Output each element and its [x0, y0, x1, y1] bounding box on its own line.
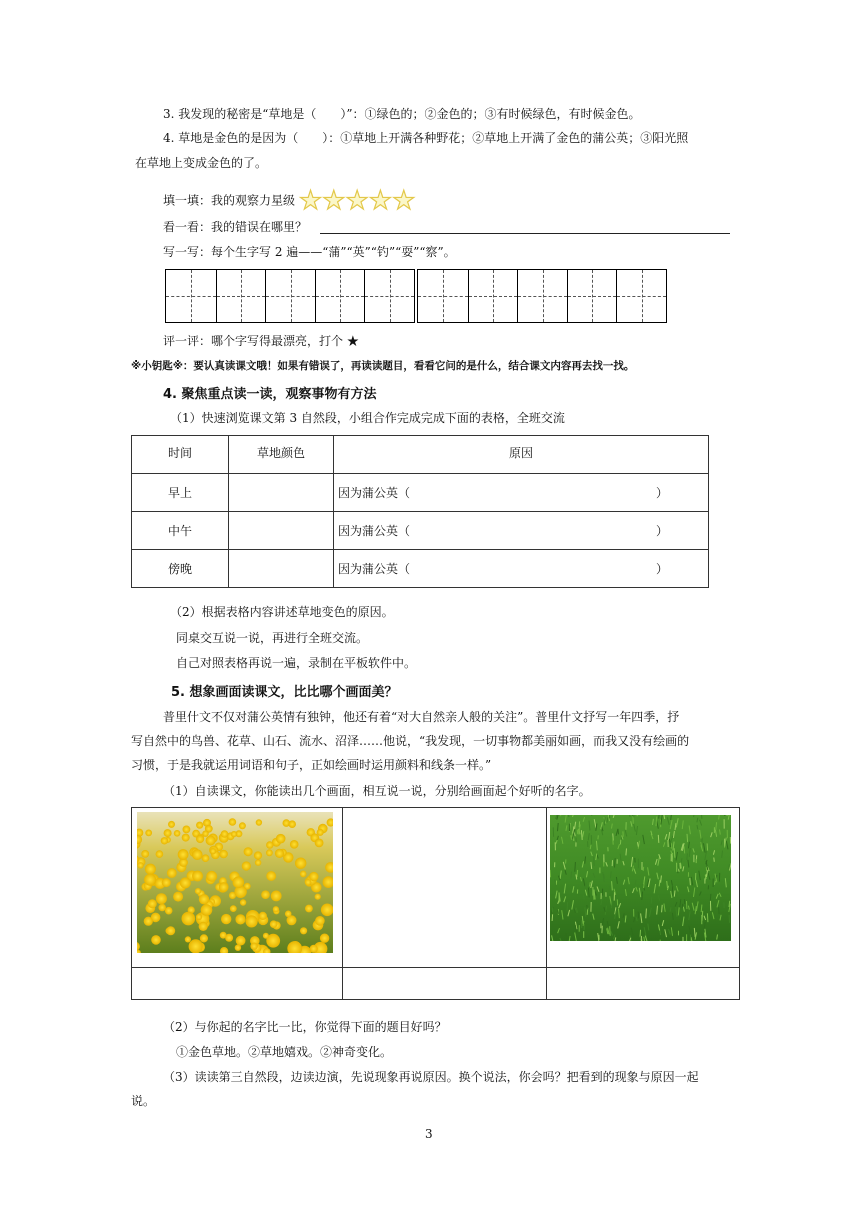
- time-cell: 早上: [132, 474, 229, 512]
- writing-cell[interactable]: [265, 270, 315, 322]
- answer-line[interactable]: [320, 233, 730, 234]
- writing-grid-left[interactable]: [165, 269, 415, 323]
- reason-suffix: ）: [656, 524, 669, 538]
- section-5-title: 5. 想象画面读课文，比比哪个画面美？: [171, 685, 398, 700]
- reason-prefix: 因为蒲公英（: [338, 524, 411, 538]
- section-5-para-line1: 普里什文不仅对蒲公英情有独钟，他还有着“对大自然亲人般的关注”。普里什文抒写一年四季，抒: [163, 710, 680, 724]
- table-header-row: [132, 436, 709, 474]
- name-cell[interactable]: [132, 968, 343, 1000]
- observation-table: [131, 435, 709, 588]
- name-cell[interactable]: [343, 968, 547, 1000]
- section-4-q1: （1）快速浏览课文第 3 自然段，小组合作完成完成下面的表格，全班交流: [170, 411, 565, 425]
- section-4-q2-line1: 同桌交互说一说，再进行全班交流。: [176, 631, 369, 645]
- header-reason: 原因: [334, 436, 709, 474]
- name-row: [132, 968, 740, 1000]
- writing-cell[interactable]: [468, 270, 518, 322]
- item-4-line2: 在草地上变成金色的了。: [135, 156, 268, 170]
- section-5-q1: （1）自读课文，你能读出几个画面，相互说一说，分别给画面起个好听的名字。: [163, 784, 591, 798]
- name-cell[interactable]: [547, 968, 740, 1000]
- section-4-q2: （2）根据表格内容讲述草地变色的原因。: [170, 605, 394, 619]
- table-row: [132, 550, 709, 588]
- color-cell[interactable]: [229, 512, 334, 550]
- star-outline-icon[interactable]: ★: [298, 186, 323, 216]
- item-3: 3. 我发现的秘密是“草地是（ ）”：①绿色的；②金色的；③有时候绿色，有时候金色。: [163, 107, 641, 121]
- star-rating-label: 填一填：我的观察力星级: [163, 193, 296, 208]
- section-5-q2: （2）与你起的名字比一比，你觉得下面的题目好吗？: [163, 1020, 447, 1034]
- picture-cell-empty[interactable]: [343, 808, 547, 968]
- section-5-q2-options: ①金色草地。②草地嬉戏。②神奇变化。: [176, 1045, 393, 1059]
- table-row: [132, 474, 709, 512]
- writing-grid-right[interactable]: [417, 269, 667, 323]
- time-cell: 傍晚: [132, 550, 229, 588]
- table-row: [132, 512, 709, 550]
- writing-cell[interactable]: [315, 270, 365, 322]
- star-rating-row: [163, 186, 416, 216]
- section-4-q2-line2: 自己对照表格再说一遍，录制在平板软件中。: [176, 656, 417, 670]
- grass-field-image: [550, 815, 731, 941]
- star-outline-icon[interactable]: ★: [368, 186, 393, 216]
- reason-cell[interactable]: [334, 474, 709, 512]
- writing-cell[interactable]: [166, 270, 216, 322]
- time-cell: 中午: [132, 512, 229, 550]
- star-rating[interactable]: [298, 186, 416, 216]
- reason-prefix: 因为蒲公英（: [338, 486, 411, 500]
- section-5-q3-line1: （3）读读第三自然段，边读边演，先说现象再说原因。换个说法，你会吗？把看到的现象与原因一起: [163, 1070, 699, 1084]
- page-number: 3: [425, 1127, 433, 1141]
- item-4-line1: 4. 草地是金色的是因为（ ）：①草地上开满各种野花；②草地上开满了金色的蒲公英；③阳光照: [163, 131, 689, 145]
- tip-text: ※小钥匙※：要认真读课文哦！如果有错误了，再读读题目，看看它问的是什么，结合课文内容再去找一找。: [131, 360, 635, 372]
- reason-prefix: 因为蒲公英（: [338, 562, 411, 576]
- writing-cell[interactable]: [567, 270, 617, 322]
- header-color: 草地颜色: [229, 436, 334, 474]
- color-cell[interactable]: [229, 474, 334, 512]
- look-label: 看一看：我的错误在哪里？: [163, 220, 308, 234]
- reason-cell[interactable]: [334, 550, 709, 588]
- section-5-para-line3: 习惯，于是我就运用词语和句子，正如绘画时运用颜料和线条一样。”: [131, 758, 492, 772]
- reason-cell[interactable]: [334, 512, 709, 550]
- reason-suffix: ）: [656, 562, 669, 576]
- write-label: 写一写：每个生字写 2 遍——“蒲”“英”“钓”“耍”“察”。: [163, 245, 456, 259]
- star-outline-icon[interactable]: ★: [345, 186, 369, 216]
- star-outline-icon[interactable]: ★: [392, 186, 416, 216]
- writing-cell[interactable]: [517, 270, 567, 322]
- rate-label: 评一评：哪个字写得最漂亮，打个 ★: [163, 334, 359, 348]
- dandelion-field-image: [137, 812, 333, 953]
- reason-suffix: ）: [656, 486, 669, 500]
- section-5-para-line2: 写自然中的鸟兽、花草、山石、流水、沼泽……他说，“我发现，一切事物都美丽如画，而我又没有绘画的: [131, 734, 690, 748]
- writing-cell[interactable]: [364, 270, 414, 322]
- writing-cell[interactable]: [216, 270, 266, 322]
- star-outline-icon[interactable]: ★: [322, 186, 346, 216]
- writing-cell[interactable]: [616, 270, 666, 322]
- section-5-q3-line2: 说。: [131, 1094, 156, 1108]
- section-4-title: 4. 聚焦重点读一读，观察事物有方法: [163, 387, 377, 402]
- header-time: 时间: [132, 436, 229, 474]
- writing-cell[interactable]: [418, 270, 468, 322]
- color-cell[interactable]: [229, 550, 334, 588]
